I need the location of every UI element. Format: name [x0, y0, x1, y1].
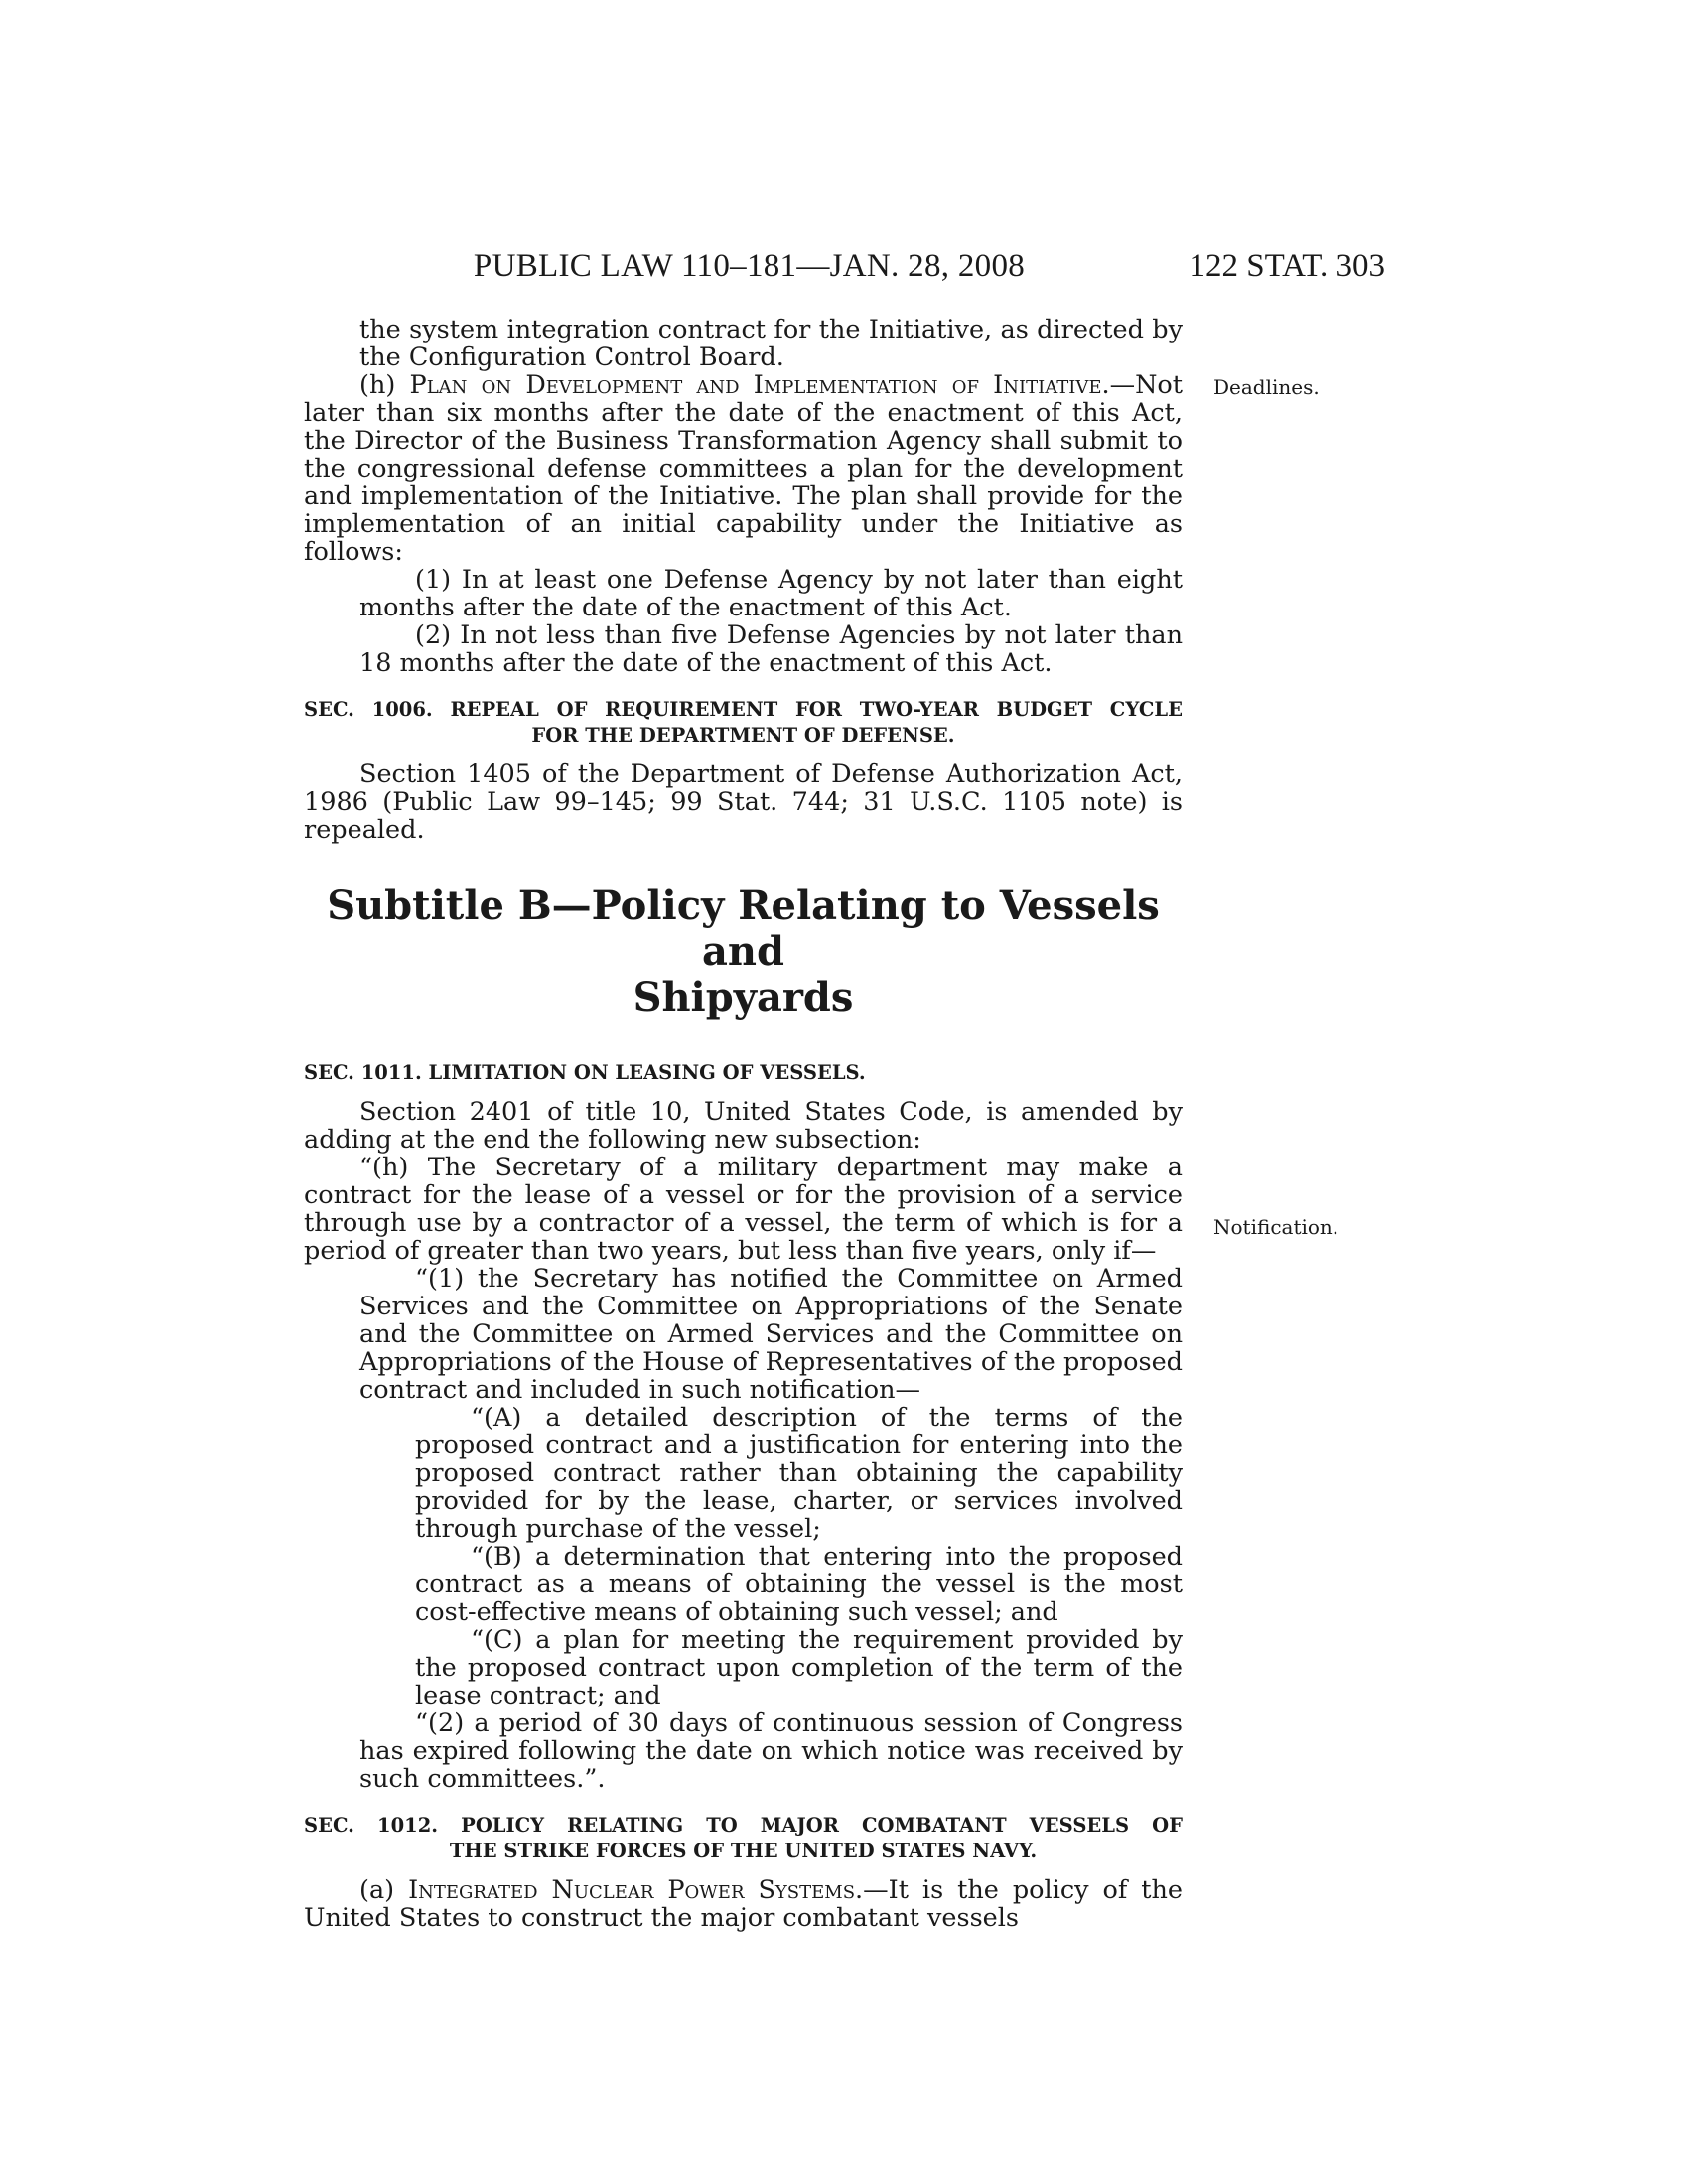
section-1011-paragraph-2: “(2) a period of 30 days of continuous session of Congress has expired following the date on which notice was received by such committees.”.	[359, 1708, 1183, 1794]
section-1011-clause-b: “(B) a determination that entering into the proposed contract as a means of obtaining the vessel is the most cost-effective means of obtaining such vessel; and	[415, 1542, 1183, 1627]
section-1006-heading-line-2: FOR THE DEPARTMENT OF DEFENSE.	[531, 724, 955, 747]
header-title: PUBLIC LAW 110–181—JAN. 28, 2008	[473, 248, 1026, 284]
subsection-h-paragraph-1: (1) In at least one Defense Agency by not later than eight months after the date of the enactment of this Act.	[359, 565, 1183, 622]
subsection-a-label: (a)	[359, 1875, 395, 1905]
subsection-h-label: (h)	[359, 370, 396, 400]
section-1011-clause-c: “(C) a plan for meeting the requirement provided by the proposed contract upon completion of the term of the lease contract; and	[415, 1625, 1183, 1710]
section-1012-heading-line-1: SEC. 1012. POLICY RELATING TO MAJOR COMBATANT VESSELS OF	[304, 1814, 1183, 1837]
section-1006-text: Section 1405 of the Department of Defense Authorization Act, 1986 (Public Law 99–145; 99 Stat. 744; 31 U.S.C. 1105 note) is repealed.	[304, 759, 1183, 845]
margin-note-deadlines: Deadlines.	[1213, 375, 1320, 399]
section-1012-heading	[304, 1813, 1183, 1864]
section-1011-clause-a: “(A) a detailed description of the terms of the proposed contract and a justification for entering into the proposed contract rather than obtaining the capability provided for by the lease, charter, or services involved through purchase of the vessel;	[415, 1403, 1183, 1544]
section-1012-subsection-a	[304, 1876, 1183, 1932]
section-1006-heading	[304, 697, 1183, 749]
section-1011-subsection-h: “(h) The Secretary of a military department may make a contract for the lease of a vessel or for the provision of a service through use by a contractor of a vessel, the term of which is for a period of greater than two years, but less than five years, only if—	[304, 1153, 1183, 1266]
subsection-h	[304, 371, 1183, 566]
subtitle-heading	[304, 884, 1183, 1021]
section-1011-intro: Section 2401 of title 10, United States Code, is amended by adding at the end the following new subsection:	[304, 1097, 1183, 1155]
subtitle-heading-line-2: Shipyards	[633, 974, 854, 1021]
header-page-reference: 122 STAT. 303	[1189, 248, 1385, 284]
subsection-h-heading: Plan on Development and Implementation of Initiative.	[409, 370, 1110, 400]
subsection-h-text: —Not later than six months after the date of the enactment of this Act, the Director of the Business Transformation Agency shall submit to the congressional defense committees a plan for the development and implementation of the Initiative. The plan shall provide for the implementation of an initial capability under the Initiative as follows:	[304, 370, 1183, 567]
section-1012-heading-line-2: THE STRIKE FORCES OF THE UNITED STATES NAVY.	[449, 1840, 1038, 1862]
paragraph-continuation: the system integration contract for the Initiative, as directed by the Configuration Control Board.	[359, 315, 1183, 372]
subsection-h-paragraph-2: (2) In not less than five Defense Agencies by not later than 18 months after the date of the enactment of this Act.	[359, 620, 1183, 678]
subsection-a-text: —It is the policy of the United States to construct the major combatant vessels	[304, 1875, 1184, 1933]
running-header	[0, 246, 1688, 286]
section-1011-heading: SEC. 1011. LIMITATION ON LEASING OF VESSELS.	[304, 1061, 866, 1084]
margin-note-notification: Notification.	[1213, 1215, 1339, 1239]
section-1011-paragraph-1: “(1) the Secretary has notified the Committee on Armed Services and the Committee on Appropriations of the Senate and the Committee on Armed Services and the Committee on Appropriations of the House of Representatives of the proposed contract and included in such notification—	[359, 1264, 1183, 1405]
page-body	[304, 316, 1183, 1932]
section-1006-heading-line-1: SEC. 1006. REPEAL OF REQUIREMENT FOR TWO-YEAR BUDGET CYCLE	[304, 698, 1183, 721]
subsection-a-heading: Integrated Nuclear Power Systems.	[408, 1875, 864, 1905]
subtitle-heading-line-1: Subtitle B—Policy Relating to Vessels and	[327, 883, 1160, 975]
